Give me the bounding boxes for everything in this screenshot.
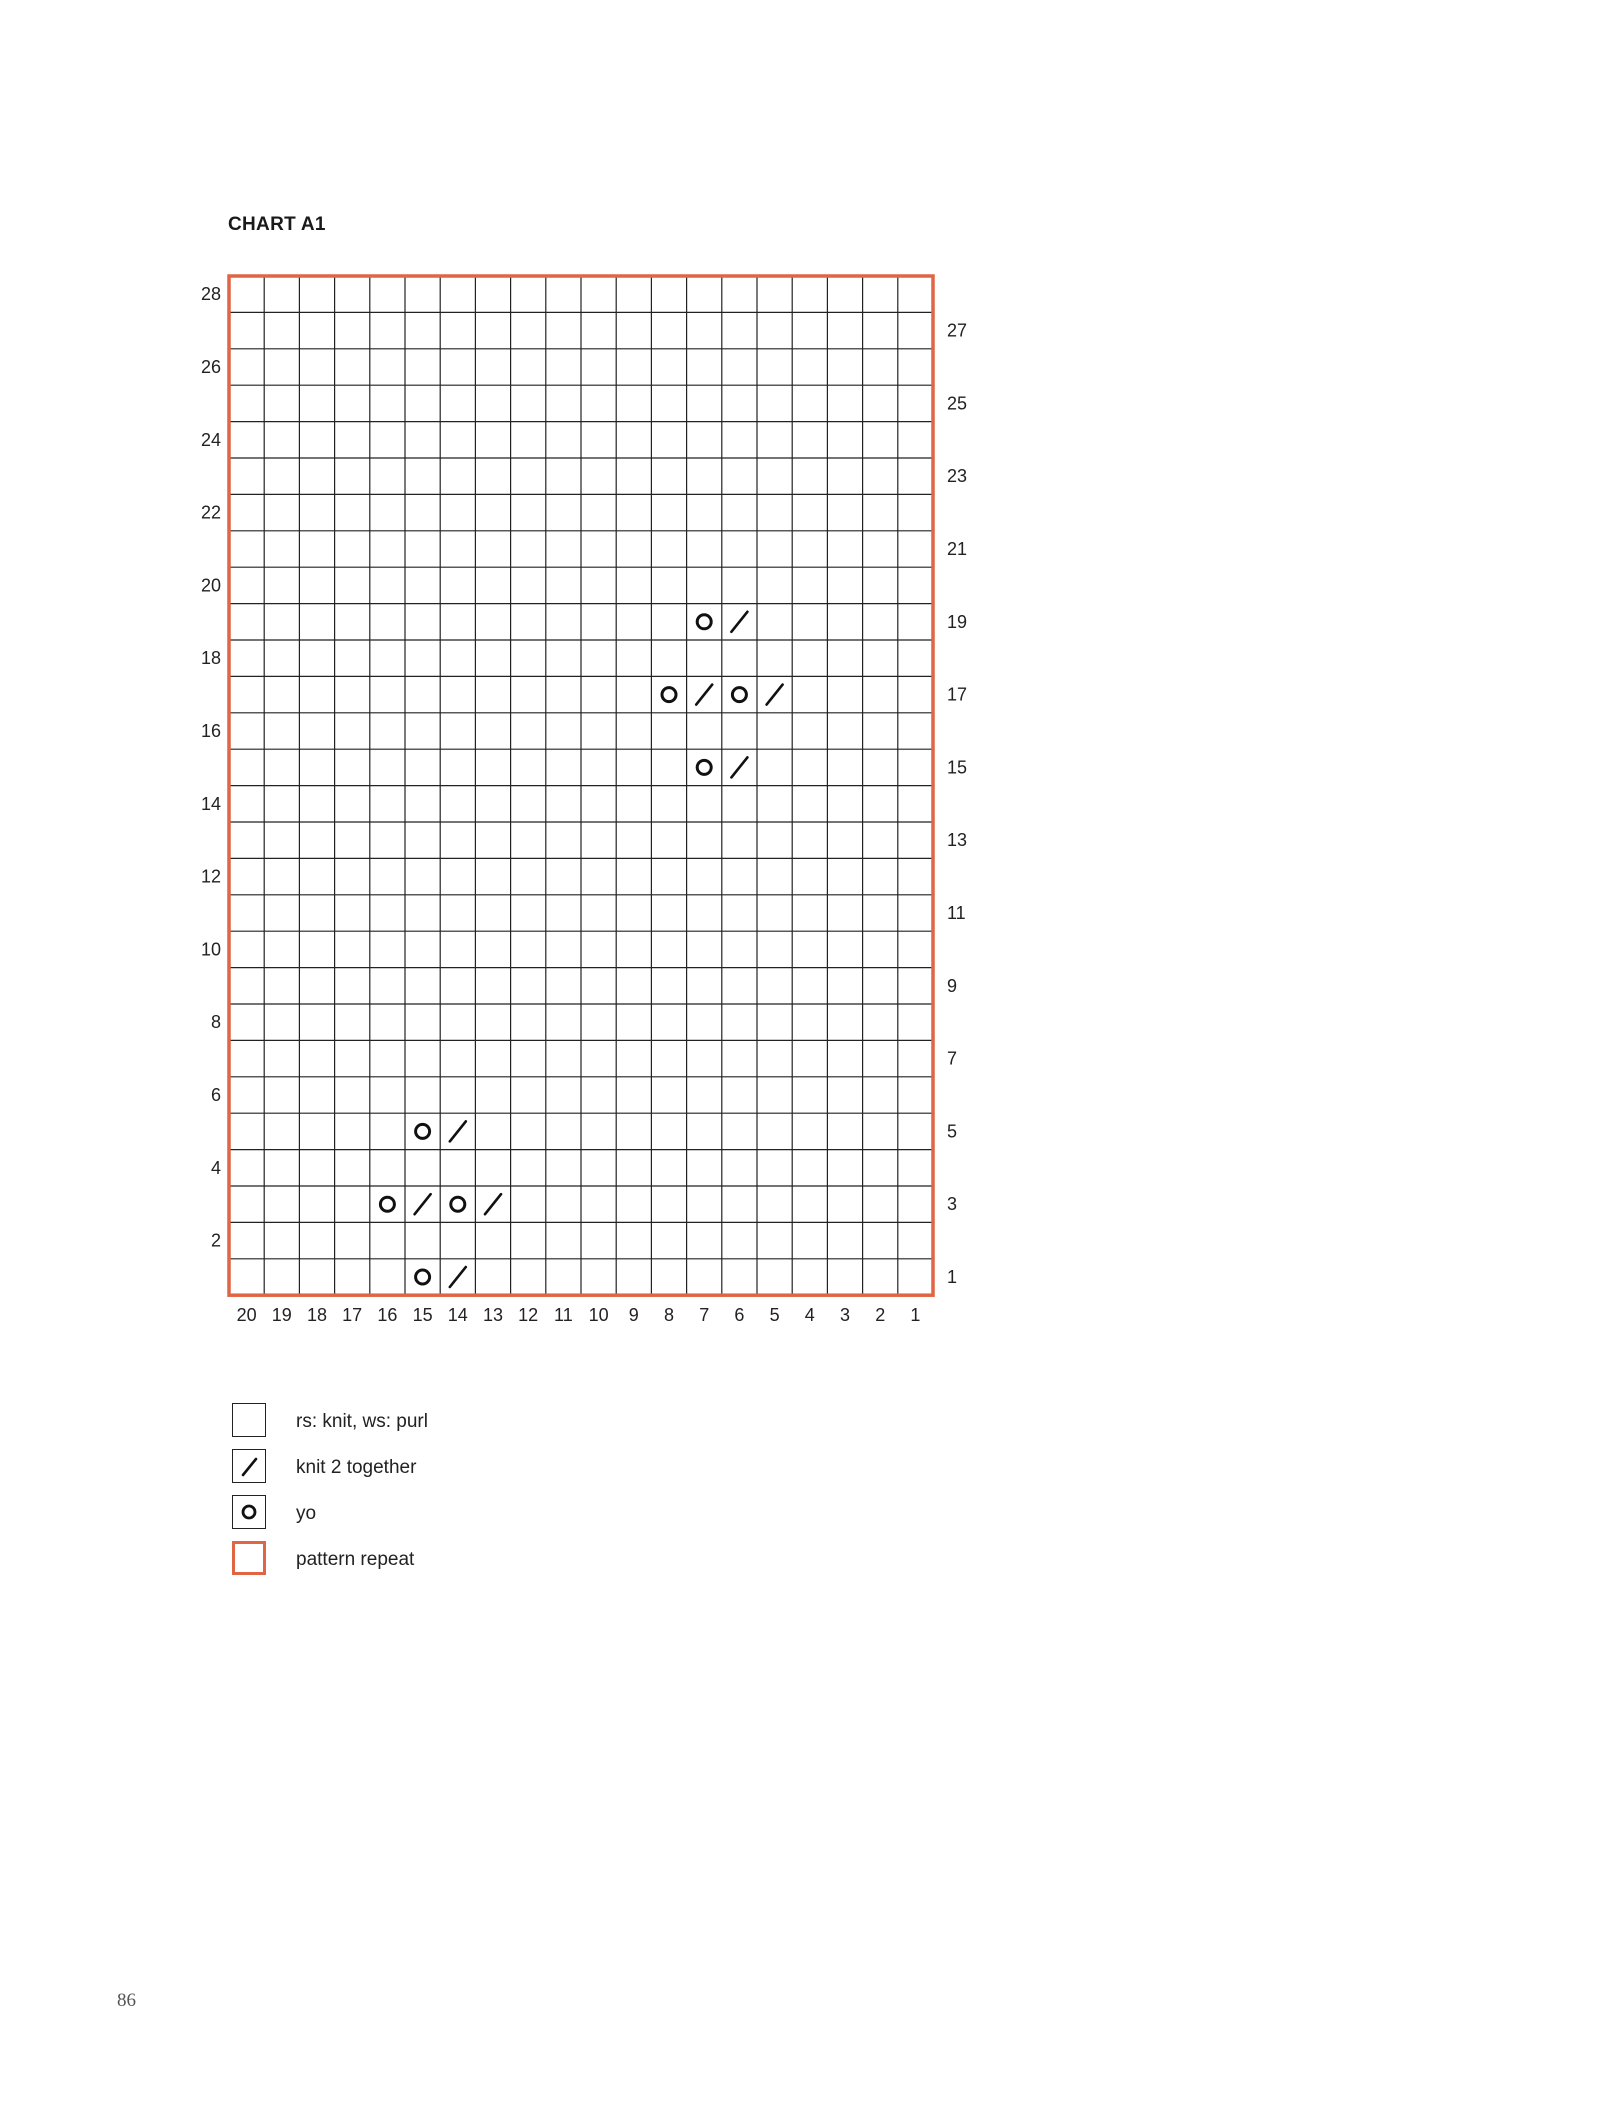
row-number-label: 17 (947, 684, 968, 705)
legend-label: pattern repeat (296, 1549, 415, 1570)
row-number-label: 14 (200, 793, 221, 814)
column-number-label: 18 (306, 1305, 328, 1326)
row-number-label: 16 (200, 721, 221, 741)
row-number-label: 22 (200, 502, 221, 523)
column-number-label: 2 (875, 1305, 886, 1326)
column-number-label: 17 (342, 1305, 363, 1326)
column-number-label: 4 (804, 1305, 815, 1326)
yo-symbol (732, 688, 746, 702)
yo-symbol (662, 688, 676, 702)
column-number-label: 5 (769, 1305, 780, 1326)
row-number-label: 24 (200, 429, 221, 450)
column-number-label: 16 (377, 1305, 398, 1326)
page-number: 86 (117, 1990, 136, 2011)
repeat-box-icon (232, 1541, 266, 1575)
row-number-label: 20 (200, 575, 221, 596)
row-number-label: 26 (200, 357, 221, 377)
column-number-label: 14 (447, 1305, 468, 1326)
legend-label: yo (296, 1503, 317, 1524)
legend-label: knit 2 together (296, 1457, 417, 1478)
column-number-label: 8 (663, 1305, 675, 1326)
row-number-label: 8 (210, 1012, 221, 1033)
row-number-label: 5 (947, 1121, 958, 1142)
column-number-label: 6 (734, 1305, 745, 1326)
yo-circle-icon (232, 1495, 266, 1529)
k2tog-symbol (450, 1267, 466, 1287)
row-number-label: 2 (210, 1230, 221, 1251)
column-number-label: 20 (236, 1305, 257, 1326)
yo-symbol (416, 1270, 430, 1284)
yo-symbol (697, 615, 711, 629)
row-number-label: 3 (947, 1194, 958, 1215)
row-number-label: 13 (947, 830, 968, 851)
yo-symbol (451, 1197, 465, 1211)
row-number-label: 1 (947, 1267, 958, 1287)
k2tog-symbol (485, 1194, 501, 1214)
row-number-label: 23 (947, 466, 968, 487)
k2tog-slash-icon (232, 1449, 266, 1483)
chart-title: CHART A1 (228, 214, 326, 235)
column-number-label: 15 (412, 1305, 433, 1326)
column-number-label: 1 (910, 1305, 921, 1326)
row-number-label: 15 (947, 757, 968, 778)
row-number-label: 18 (200, 648, 221, 669)
column-number-label: 9 (628, 1305, 639, 1326)
row-number-label: 6 (210, 1085, 221, 1105)
row-number-label: 27 (947, 320, 968, 341)
row-number-label: 10 (200, 939, 221, 960)
row-number-label: 11 (947, 903, 966, 923)
yo-symbol (697, 760, 711, 774)
row-number-label: 28 (200, 284, 221, 305)
k2tog-symbol (450, 1121, 466, 1141)
column-number-label: 12 (518, 1305, 539, 1326)
legend-label: rs: knit, ws: purl (296, 1411, 428, 1432)
column-number-label: 3 (839, 1305, 851, 1326)
k2tog-symbol (415, 1194, 431, 1214)
row-number-label: 7 (947, 1048, 958, 1069)
column-number-label: 10 (588, 1305, 609, 1326)
row-number-label: 9 (947, 975, 958, 996)
k2tog-symbol (767, 685, 783, 705)
k2tog-symbol (731, 757, 747, 777)
row-number-label: 21 (947, 539, 968, 559)
row-number-label: 25 (947, 393, 968, 414)
row-number-label: 4 (210, 1157, 221, 1178)
column-number-label: 11 (554, 1305, 573, 1326)
yo-symbol (416, 1124, 430, 1138)
k2tog-symbol (696, 685, 712, 705)
row-number-label: 19 (947, 611, 968, 632)
column-number-label: 19 (271, 1305, 292, 1326)
k2tog-symbol (731, 612, 747, 632)
row-number-label: 12 (200, 866, 221, 887)
column-number-label: 13 (482, 1305, 504, 1326)
column-number-label: 7 (699, 1305, 710, 1326)
blank-square-icon (232, 1403, 266, 1437)
yo-symbol (380, 1197, 394, 1211)
